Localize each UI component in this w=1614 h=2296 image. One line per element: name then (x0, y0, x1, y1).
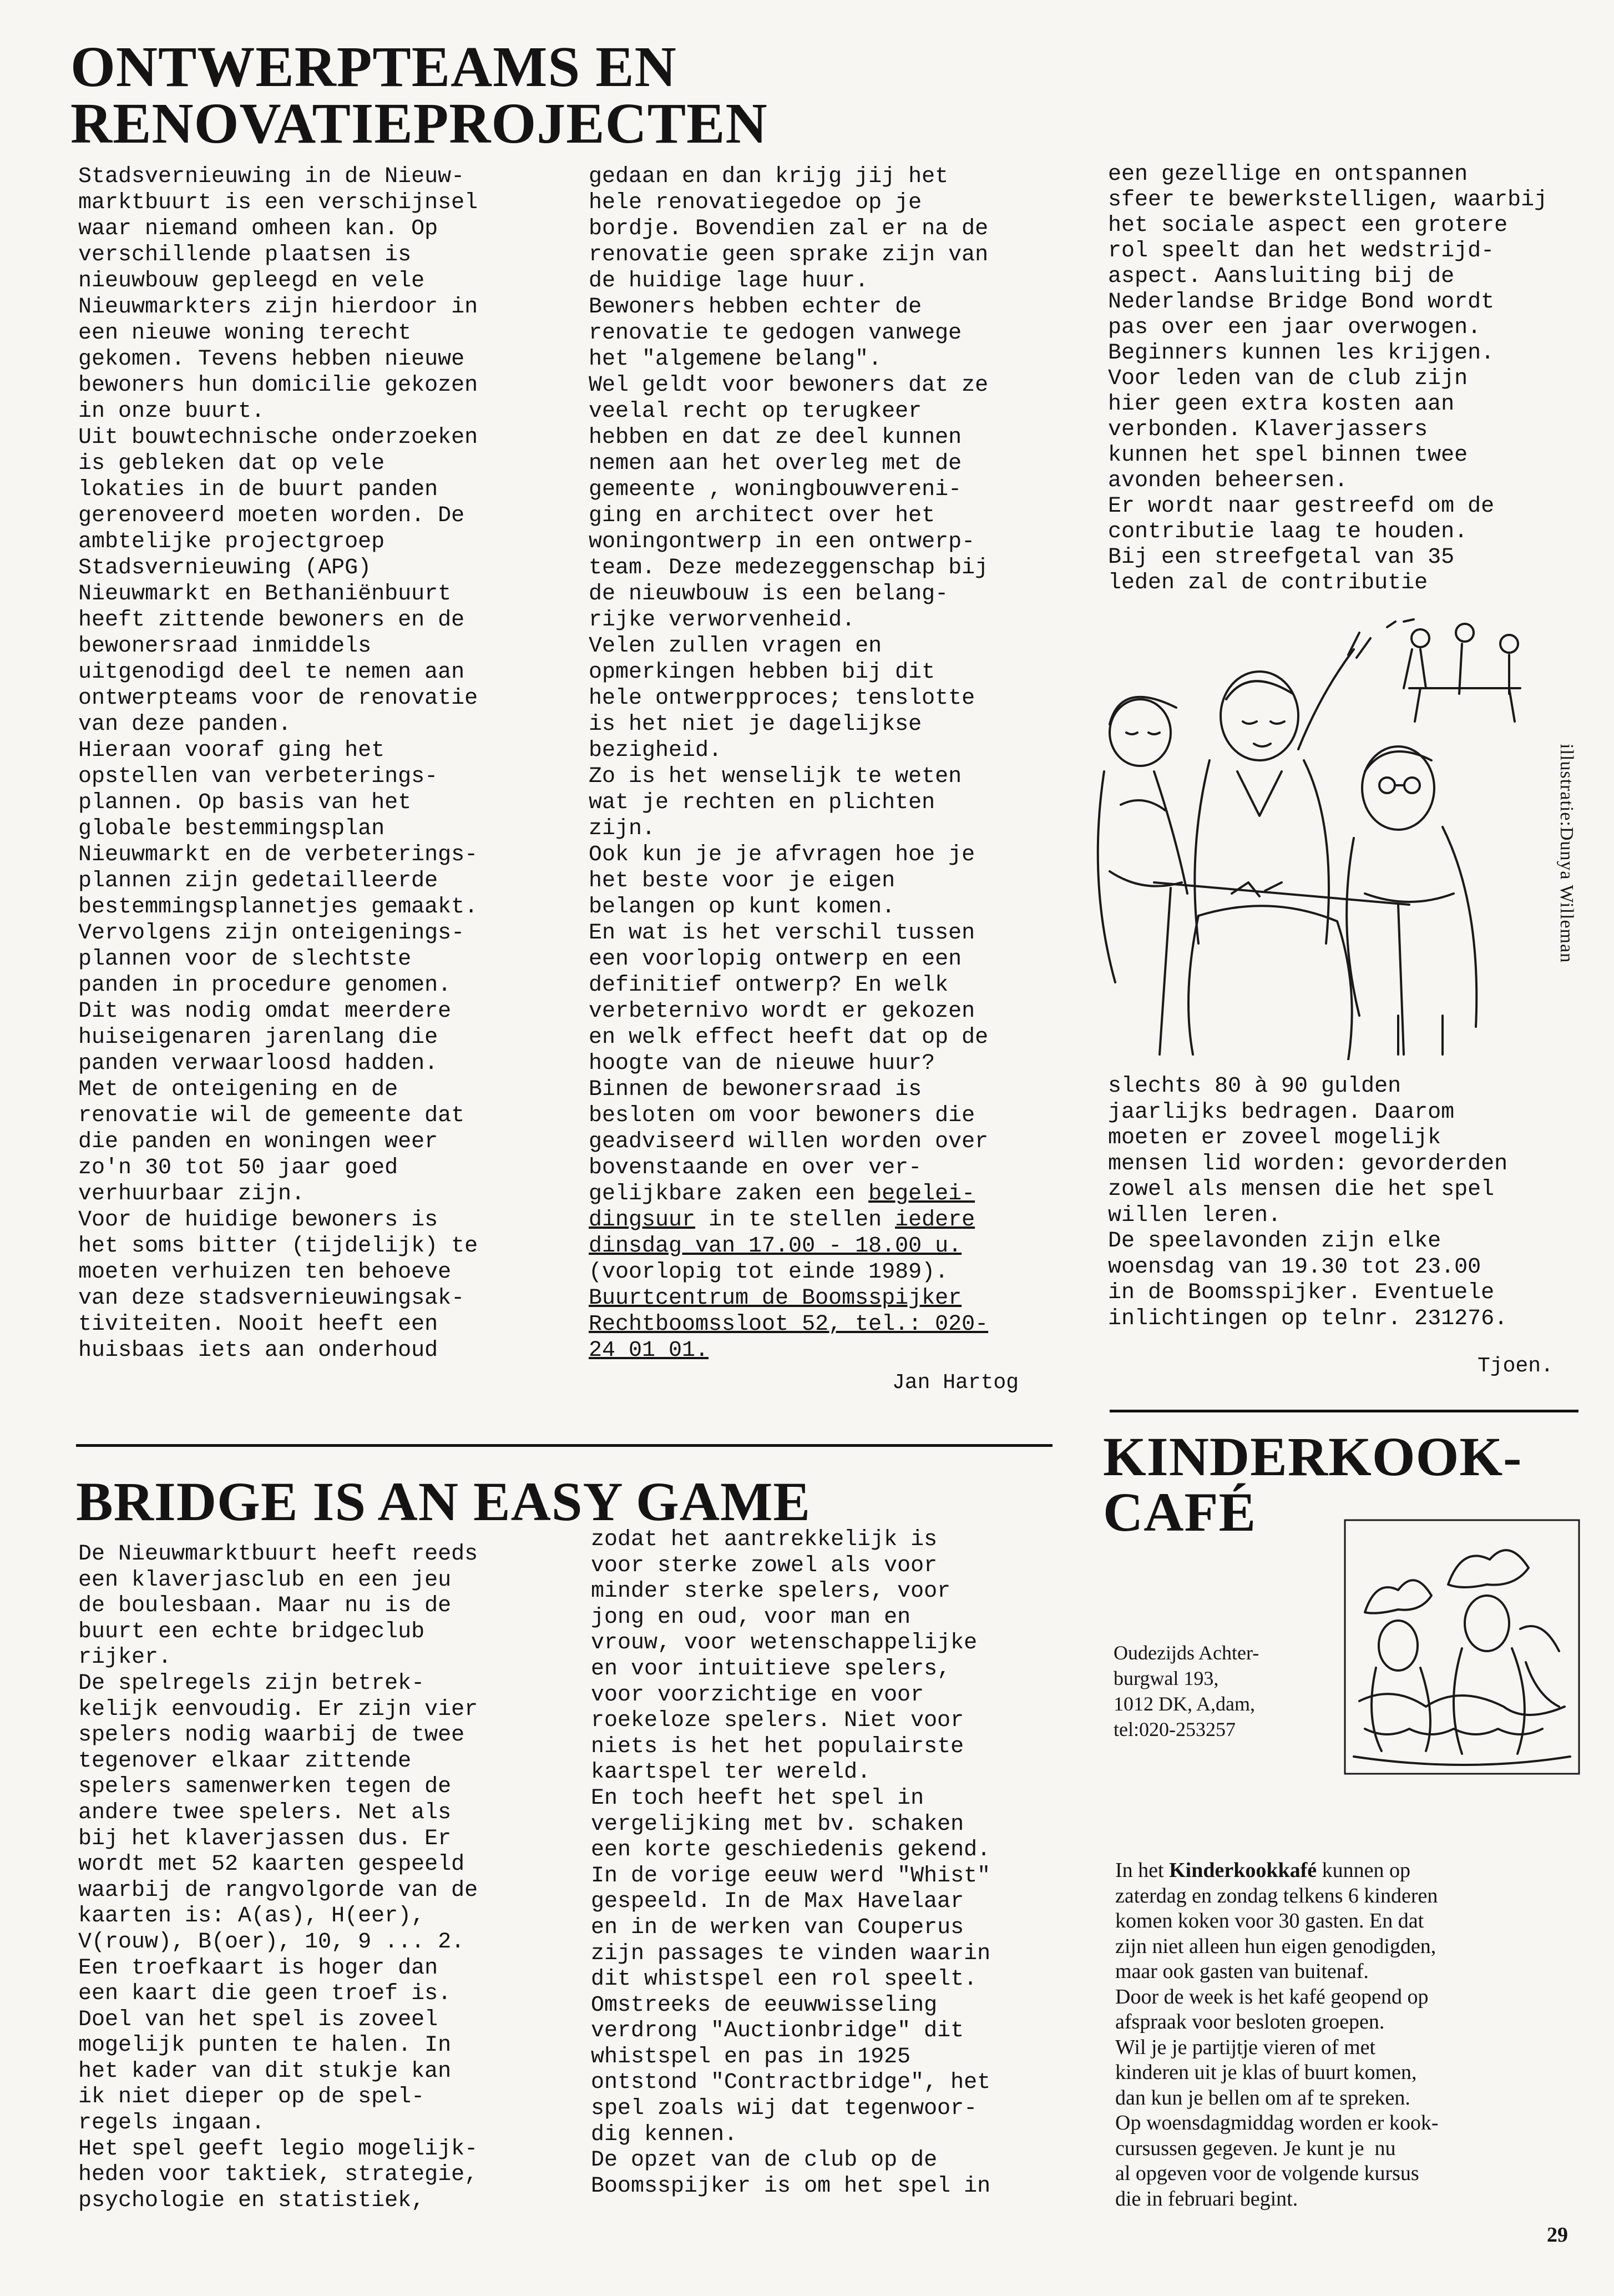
right-column-rule (1110, 1410, 1578, 1412)
article1-column-2-mid: in te stellen (695, 1208, 895, 1233)
article1-column-2-tail: (voorlopig tot einde 1989). (589, 1260, 949, 1285)
article-separator-rule (76, 1444, 1053, 1447)
article1-column-2-text: gedaan en dan krijg jij het hele renovatiegedoe op je bordje. Bovendien zal er na de renovatie geen sprake zijn van de huidige lage huur. Bewoners hebben echter de renovatie te gedogen vanwege het "algemene belang". Wel geldt voor bewoners dat ze veelal recht op terugkeer hebben en dat ze deel kunnen nemen aan het overleg met de gemeente , woningbouwvereni- ging en architect over het woningontwerp in een ontwerp- team. Deze medezeggenschap bij de nieuwbouw is een belang- rijke verworvenheid. Velen zullen vragen en opmerkingen hebben bij dit hele ontwerpproces; tenslotte is het niet je dagelijkse bezigheid. Zo is het wenselijk te weten wat je rechten en plichten zijn. Ook kun je je afvragen hoe je het beste voor je eigen belangen op kunt komen. En wat is het verschil tussen een voorlopig ontwerp en een definitief ontwerp? En welk verbeternivo wordt er gekozen en welk effect heeft dat op de hoogte van de nieuwe huur? Binnen de bewonersraad is besloten om voor bewoners die geadviseerd willen worden over bovenstaande en over ver- gelijkbare zaken een (589, 164, 989, 1207)
article2-column-1: De Nieuwmarktbuurt heeft reeds een klaverjasclub en een jeu de boulesbaan. Maar nu is de buurt een echte bridgeclub rijker. De spelregels zijn betrek- kelijk eenvoudig. Er zijn vier spelers nodig waarbij de twee tegenover elkaar zittende spelers samenwerken tegen de andere twee spelers. Net als bij het klaverjassen dus. Er wordt met 52 kaarten gespeeld waarbij de rangvolgorde van de kaarten is: A(as), H(eer), V(rouw), B(oer), 10, 9 ... 2. Een troefkaart is hoger dan een kaart die geen troef is. Doel van het spel is zoveel mogelijk punten te halen. In het kader van dit stukje kan ik niet dieper op de spel- regels ingaan. Het spel geeft legio mogelijk- heden voor taktiek, strategie, psychologie en statistiek, (78, 1542, 478, 2213)
article3-title-line1: KINDERKOOK- (1103, 1426, 1522, 1487)
article2-title: BRIDGE IS AN EASY GAME (76, 1471, 811, 1532)
article1-header (70, 35, 768, 155)
article1-title-line1: ONTWERPTEAMS EN (70, 35, 677, 99)
article3-title-line2: CAFÉ (1103, 1481, 1257, 1543)
kinderkookcafe-body-rest: kunnen op zaterdag en zondag telkens 6 kinderen komen koken voor 30 gasten. En dat zijn niet alleen hun eigen genodigden, maar ook gasten van buitenaf. Door de week is het kafé geopend op afspraak voor besloten groepen. Wil je je partijtje vieren of met kinderen uit je klas of buurt komen, dan kun je bellen om af te spreken. Op woensdagmiddag worden er kook- cursussen gegeven. Je kunt je nu al opgeven voor de volgende kursus die in februari begint. (1115, 1859, 1439, 2211)
kinderkookcafe-body (1115, 1858, 1598, 2212)
community-centre-address: Buurtcentrum de Boomsspijker Rechtboomssloot 52, tel.: 020- 24 01 01. (589, 1286, 989, 1363)
clubcol-top-text: een gezellige en ontspannen sfeer te bewerkstelligen, waarbij het sociale aspect een grotere rol speelt dan het wedstrijd- aspect. Aansluiting bij de Nederlandse Bridge Bond wordt pas over een jaar overwogen. Beginners kunnen les krijgen. Voor leden van de club zijn hier geen extra kosten aan verbonden. Klaverjassers kunnen het spel binnen twee avonden beheersen. Er wordt naar gestreefd om de contributie laag te houden. Bij een streefgetal van 35 leden zal de contributie (1108, 162, 1548, 596)
kinderkookcafe-name: Kinderkookkafé (1169, 1859, 1317, 1882)
kinderkookcafe-address: Oudezijds Achter- burgwal 193, 1012 DK, A,dam, tel:020-253257 (1114, 1642, 1259, 1740)
illustration-credit: illustratie:Dunya Willeman (1556, 744, 1577, 963)
article1-signature: Jan Hartog (892, 1371, 1019, 1395)
clubcol-bottom-text: slechts 80 à 90 gulden jaarlijks bedragen. Daarom moeten er zoveel mogelijk mensen lid worden: gevorderden zowel als mensen die het spel willen leren. De speelavonden zijn elke woensdag van 19.30 tot 23.00 in de Boomsspijker. Eventuele inlichtingen op telnr. 231276. (1108, 1074, 1508, 1331)
consultation-hour-link: begelei- dingsuur (589, 1182, 975, 1233)
kinderkookcafe-body-start: In het (1115, 1859, 1170, 1882)
article1-column-2 (589, 164, 1077, 1364)
clubcol-signature: Tjoen. (1478, 1354, 1554, 1378)
article1-title-line2: RENOVATIEPROJECTEN (70, 92, 768, 155)
article1-column-1: Stadsvernieuwing in de Nieuw- marktbuurt is een verschijnsel waar niemand omheen kan. Op verschillende plaatsen is nieuwbouw gepleegd en vele Nieuwmarkters zijn hierdoor in een nieuwe woning terecht gekomen. Tevens hebben nieuwe bewoners hun domicilie gekozen in onze buurt. Uit bouwtechnische onderzoeken is gebleken dat op vele lokaties in de buurt panden gerenoveerd moeten worden. De ambtelijke projectgroep Stadsvernieuwing (APG) Nieuwmarkt en Bethaniënbuurt heeft zittende bewoners en de bewonersraad inmiddels uitgenodigd deel te nemen aan ontwerpteams voor de renovatie van deze panden. Hieraan vooraf ging het opstellen van verbeterings- plannen. Op basis van het globale bestemmingsplan Nieuwmarkt en de verbeterings- plannen zijn gedetailleerde bestemmingsplannetjes gemaakt. Vervolgens zijn onteigenings- plannen voor de slechtste panden in procedure genomen. Dit was nodig omdat meerdere huiseigenaren jarenlang die panden verwaarloosd hadden. Met de onteigening en de renovatie wil de gemeente dat die panden en woningen weer zo'n 30 tot 50 jaar goed verhuurbaar zijn. Voor de huidige bewoners is het soms bitter (tijdelijk) te moeten verhuizen ten behoeve van deze stadsvernieuwingsak- tiviteiten. Nooit heeft een huisbaas iets aan onderhoud (78, 164, 478, 1363)
article2-column-2: zodat het aantrekkelijk is voor sterke zowel als voor minder sterke spelers, voor jong en oud, voor man en vrouw, voor wetenschappelijke en voor intuitieve spelers, voor voorzichtige en voor roekeloze spelers. Niet voor niets is het het populairste kaartspel ter wereld. En toch heeft het spel in vergelijking met bv. schaken een korte geschiedenis gekend. In de vorige eeuw werd "Whist" gespeeld. In de Max Havelaar en in de werken van Couperus zijn passages te vinden waarin dit whistspel een rol speelt. Omstreeks de eeuwwisseling verdrong "Auctionbridge" dit whistspel en pas in 1925 ontstond "Contractbridge", het spel zoals wij dat tegenwoor- dig kennen. De opzet van de club op de Boomsspijker is om het spel in (591, 1527, 991, 2199)
bridge-players-illustration (1087, 605, 1531, 1060)
chefs-illustration (1343, 1518, 1581, 1776)
page-number: 29 (1547, 2223, 1568, 2247)
consultation-time: iedere dinsdag van 17.00 - 18.00 u. (589, 1208, 975, 1259)
